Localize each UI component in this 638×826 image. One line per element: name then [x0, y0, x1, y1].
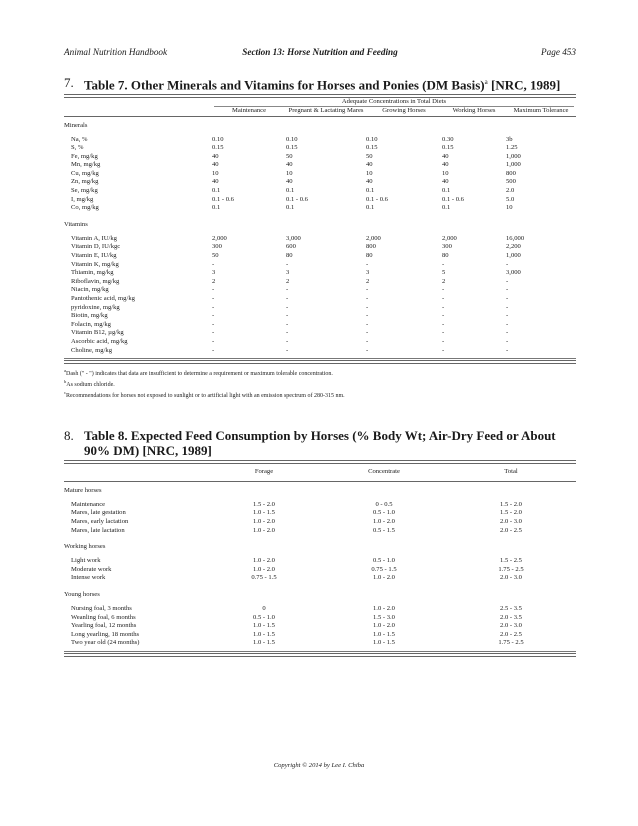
table-cell: 0.10	[366, 135, 378, 143]
table-cell: 0.30	[442, 135, 454, 143]
table-cell: -	[286, 303, 289, 311]
table-cell: 0.1	[212, 187, 221, 195]
table-cell: 1.0 - 1.5	[253, 630, 275, 638]
table-row	[64, 557, 576, 566]
table-cell: 1.75 - 2.5	[498, 639, 524, 647]
table-cell: -	[286, 312, 289, 320]
table-cell: 1.0 - 2.0	[373, 604, 395, 612]
table-cell: -	[442, 329, 445, 337]
table-cell: 2.0 - 2.5	[500, 526, 522, 534]
row-label: Long yearling, 18 months	[71, 630, 140, 638]
table-cell: 5	[442, 269, 446, 277]
table-cell: 40	[212, 161, 219, 169]
table-cell: 0	[262, 604, 266, 612]
table-cell: 10	[286, 169, 293, 177]
table-row	[64, 178, 576, 187]
table-cell: 5.0	[506, 195, 515, 203]
footnote-text-c: Recommendations for horses not exposed to sunlight or to artificial light with an emission spectrum of 280-315 nm.	[66, 393, 345, 400]
row-label: Mn, mg/kg	[71, 161, 101, 169]
table-cell: 0.5 - 1.5	[373, 526, 395, 534]
table-cell: 3	[366, 269, 370, 277]
table-cell: -	[286, 320, 289, 328]
row-label: Intense work	[71, 574, 106, 582]
table-cell: 300	[442, 243, 452, 251]
row-label: Vitamin K, mg/kg	[71, 260, 119, 268]
table-cell: 40	[442, 152, 449, 160]
table-cell: -	[212, 320, 215, 328]
row-label: Zn, mg/kg	[71, 178, 99, 186]
table-cell: -	[506, 346, 509, 354]
section-label: Working horses	[64, 543, 106, 551]
table-row	[64, 527, 576, 536]
table7-col-header: Maximum Tolerance	[513, 106, 569, 114]
section-label: Young horses	[64, 591, 100, 599]
table-cell: 10	[366, 169, 373, 177]
table-cell: 2.0 - 3.0	[500, 517, 522, 525]
table-cell: 80	[442, 252, 449, 260]
table8-body	[64, 481, 576, 648]
table-cell: -	[286, 295, 289, 303]
table-cell: -	[366, 286, 369, 294]
table7-number: 7.	[64, 75, 74, 90]
row-label: Riboflavin, mg/kg	[71, 277, 120, 285]
table-row	[64, 187, 576, 196]
table-cell: 40	[442, 178, 449, 186]
row-label: Vitamin E, IU/kg	[71, 252, 117, 260]
table-cell: -	[442, 346, 445, 354]
table7-supercolumn-underline	[214, 106, 574, 107]
table-cell: 1.25	[506, 144, 518, 152]
table-cell: -	[366, 260, 369, 268]
table-cell: -	[366, 337, 369, 345]
table8-heading	[64, 428, 576, 458]
table-cell: 1.0 - 2.0	[373, 574, 395, 582]
table-cell: 600	[286, 243, 296, 251]
table7-title: Table 7. Other Minerals and Vitamins for Horses and Ponies (DM Basis)	[84, 77, 485, 93]
row-label: Se, mg/kg	[71, 187, 98, 195]
table8-title: Table 8. Expected Feed Consumption by Horses (% Body Wt; Air-Dry Feed or About 90% DM) [NRC, 1989]	[84, 428, 556, 459]
row-label: Vitamin B12, µg/kg	[71, 329, 124, 337]
table-cell: 1.5 - 2.5	[500, 557, 522, 565]
table-cell: 0.15	[212, 144, 224, 152]
table-row	[64, 243, 576, 252]
table-row	[64, 605, 576, 614]
table-cell: 40	[286, 178, 293, 186]
table7-col-header: Pregnant & Lactating Mares	[288, 106, 364, 114]
table-cell: -	[286, 286, 289, 294]
table-cell: 1.0 - 2.0	[373, 517, 395, 525]
row-label: Niacin, mg/kg	[71, 286, 109, 294]
table-cell: 0.1	[366, 187, 375, 195]
table-cell: 2.5 - 3.5	[500, 604, 522, 612]
table-cell: 40	[212, 152, 219, 160]
table-cell: -	[212, 303, 215, 311]
row-label: Fe, mg/kg	[71, 152, 98, 160]
table-cell: 3b	[506, 135, 513, 143]
section-label: Minerals	[64, 121, 88, 129]
row-label: Mares, late lactation	[71, 526, 125, 534]
table-cell: 0.1	[286, 204, 295, 212]
table-row	[64, 136, 576, 145]
table-cell: 10	[506, 204, 513, 212]
footnote-text-a: Dash (" - ") indicates that data are insufficient to determine a requirement or maximum tolerable concentration.	[66, 371, 333, 378]
table-cell: 10	[212, 169, 219, 177]
table-cell: 0.5 - 1.0	[373, 557, 395, 565]
table-cell: -	[286, 337, 289, 345]
table7-supercolumn-label: Adequate Concentrations in Total Diets	[341, 98, 447, 106]
row-label: Nursing foal, 3 months	[71, 604, 132, 612]
table7	[64, 98, 576, 355]
table-cell: -	[212, 260, 215, 268]
table-cell: 3,000	[506, 269, 521, 277]
table-row	[64, 261, 576, 270]
row-label: Yearling foal, 12 months	[71, 622, 137, 630]
table-row	[64, 631, 576, 640]
table-cell: 1.0 - 1.5	[253, 509, 275, 517]
table-cell: 0.15	[286, 144, 298, 152]
table-cell: -	[212, 286, 215, 294]
table-cell: 2.0 - 3.0	[500, 574, 522, 582]
table-cell: 0.1	[212, 204, 221, 212]
table-cell: 2	[286, 277, 290, 285]
row-label: Pantothenic acid, mg/kg	[71, 295, 135, 303]
copyright-footer: Copyright © 2014 by Lee I. Chiba	[273, 762, 365, 769]
table-row	[64, 196, 576, 205]
table-cell: 2,000	[212, 234, 227, 242]
table-row	[64, 278, 576, 287]
table-cell: 1,000	[506, 152, 521, 160]
table-row	[64, 518, 576, 527]
row-label: Vitamin D, IU/kgc	[71, 243, 121, 251]
table-row	[64, 252, 576, 261]
row-label: Vitamin A, IU/kg	[71, 234, 117, 242]
table-cell: -	[442, 260, 445, 268]
table7-title-wrap	[84, 75, 560, 92]
row-label: Mares, early lactation	[71, 517, 129, 525]
table-cell: -	[442, 312, 445, 320]
table-cell: 1,000	[506, 252, 521, 260]
table-cell: 0 - 0.5	[375, 500, 393, 508]
table-cell: 800	[506, 169, 516, 177]
table-cell: 2,000	[442, 234, 457, 242]
table-row	[64, 204, 576, 213]
table-cell: -	[506, 277, 509, 285]
table-cell: 1.0 - 2.0	[253, 526, 275, 534]
table7-bottom-double-rule	[64, 360, 576, 364]
header-page-number: Page 453	[541, 47, 576, 57]
table-cell: 0.5 - 1.0	[373, 509, 395, 517]
row-label: Two year old (24 months)	[71, 639, 140, 647]
table-cell: 300	[212, 243, 222, 251]
table-cell: 2.0 - 2.5	[500, 630, 522, 638]
table7-col-header: Maintenance	[231, 106, 267, 114]
table-cell: -	[506, 337, 509, 345]
table7-title-footnote-mark: a	[484, 78, 488, 86]
table-cell: -	[366, 312, 369, 320]
table8-bottom-rule	[64, 651, 576, 652]
table-cell: 1.0 - 1.5	[253, 639, 275, 647]
table-row	[64, 566, 576, 575]
table-cell: 40	[286, 161, 293, 169]
table-cell: 1.75 - 2.5	[498, 565, 524, 573]
row-label: Maintenance	[71, 500, 106, 508]
table-cell: -	[212, 329, 215, 337]
table-cell: 0.1 - 0.6	[366, 195, 388, 203]
row-label: Light work	[71, 557, 101, 565]
table-row	[64, 321, 576, 330]
table-cell: 2.0 - 3.0	[500, 622, 522, 630]
table-cell: -	[506, 286, 509, 294]
table7-col-header: Working Horses	[452, 106, 496, 114]
table-cell: 0.1	[442, 204, 451, 212]
table-row	[64, 295, 576, 304]
table7-col-header: Growing Horses	[382, 106, 426, 114]
table-cell: -	[506, 320, 509, 328]
table-cell: -	[212, 295, 215, 303]
table-cell: 0.15	[442, 144, 454, 152]
page-body	[64, 47, 576, 657]
table-row	[64, 170, 576, 179]
table-row	[64, 235, 576, 244]
table-cell: 1.0 - 1.5	[373, 630, 395, 638]
table-cell: 1.5 - 2.0	[500, 500, 522, 508]
table-cell: 10	[442, 169, 449, 177]
table8-col-header: Total	[504, 468, 518, 476]
table-cell: 0.75 - 1.5	[251, 574, 277, 582]
table-cell: -	[442, 320, 445, 328]
table-cell: -	[212, 337, 215, 345]
table-cell: 80	[366, 252, 373, 260]
table-cell: 1.0 - 2.0	[253, 565, 275, 573]
table-cell: 0.75 - 1.5	[371, 565, 397, 573]
table-cell: 2	[442, 277, 446, 285]
table-row	[64, 622, 576, 631]
table7-bottom-rule	[64, 358, 576, 359]
table7-body	[64, 116, 576, 355]
footnote-text-b: As sodium chloride.	[66, 382, 115, 389]
row-label: Folacin, mg/kg	[71, 320, 111, 328]
footnote: $^a$Dash (" - ") indicates that data are insufficient to determine a requirement or maximum tolerable concentration.	[64, 368, 333, 378]
table-cell: -	[506, 329, 509, 337]
table7-footnotes	[64, 367, 576, 400]
table-cell: 1.5 - 2.0	[253, 500, 275, 508]
table-cell: 1.5 - 2.0	[500, 509, 522, 517]
table-cell: 40	[212, 178, 219, 186]
table-cell: -	[212, 346, 215, 354]
row-label: Na, %	[71, 135, 88, 143]
table-cell: 50	[286, 152, 293, 160]
table-row	[64, 338, 576, 347]
row-label: S, %	[71, 144, 84, 152]
table-cell: 0.10	[212, 135, 224, 143]
table-cell: 2	[212, 277, 216, 285]
table-cell: 2,200	[506, 243, 521, 251]
table-cell: -	[506, 303, 509, 311]
row-label: Thiamin, mg/kg	[71, 269, 114, 277]
table-row	[64, 509, 576, 518]
table-cell: 3,000	[286, 234, 301, 242]
table7-heading	[64, 75, 576, 92]
table-row	[64, 161, 576, 170]
table-cell: 2.0	[506, 187, 515, 195]
table-cell: -	[366, 320, 369, 328]
table-cell: 0.1 - 0.6	[286, 195, 308, 203]
table-row	[64, 347, 576, 356]
table-cell: 50	[212, 252, 219, 260]
table-cell: -	[366, 329, 369, 337]
table-row	[64, 269, 576, 278]
table-cell: -	[286, 329, 289, 337]
table-row	[64, 574, 576, 583]
table-cell: -	[366, 295, 369, 303]
table-row	[64, 639, 576, 648]
table-cell: -	[506, 260, 509, 268]
table-row	[64, 286, 576, 295]
table-row	[64, 614, 576, 623]
row-label: Moderate work	[71, 565, 112, 573]
table-cell: -	[212, 312, 215, 320]
table-cell: -	[442, 303, 445, 311]
row-label: pyridoxine, mg/kg	[71, 303, 120, 311]
table8-col-header: Forage	[254, 468, 274, 476]
section-label: Mature horses	[64, 486, 102, 494]
table-row	[64, 144, 576, 153]
row-label: Biotin, mg/kg	[71, 312, 108, 320]
table-row	[64, 501, 576, 510]
table-cell: 1.0 - 2.0	[373, 622, 395, 630]
row-label: Weanling foal, 6 months	[71, 613, 136, 621]
table8-bottom-double-rule	[64, 653, 576, 657]
row-label: Cu, mg/kg	[71, 169, 99, 177]
table-cell: 0.15	[366, 144, 378, 152]
table-cell: 1.0 - 1.5	[373, 639, 395, 647]
table-cell: 50	[366, 152, 373, 160]
table-cell: 0.5 - 1.0	[253, 613, 275, 621]
row-label: Ascorbic acid, mg/kg	[71, 337, 128, 345]
table-cell: 0.1	[286, 187, 295, 195]
table-cell: 2	[366, 277, 370, 285]
table-cell: 0.1 - 0.6	[442, 195, 464, 203]
table-cell: 1.0 - 1.5	[253, 622, 275, 630]
table-cell: 16,000	[506, 234, 525, 242]
table-cell: -	[506, 312, 509, 320]
running-header	[64, 47, 576, 61]
table-cell: -	[506, 295, 509, 303]
table8-number: 8.	[64, 428, 74, 444]
table-cell: 800	[366, 243, 376, 251]
header-book-title: Animal Nutrition Handbook	[64, 47, 168, 57]
table-cell: -	[442, 337, 445, 345]
row-label: I, mg/kg	[71, 195, 94, 203]
table-cell: 0.10	[286, 135, 298, 143]
table8	[64, 464, 576, 648]
row-label: Mares, late gestation	[71, 509, 126, 517]
section-label: Vitamins	[64, 221, 88, 229]
table-cell: -	[286, 260, 289, 268]
table-cell: 1.0 - 2.0	[253, 517, 275, 525]
table7-supercolumn-header	[212, 98, 576, 107]
table-cell: -	[366, 303, 369, 311]
table-cell: 0.1	[366, 204, 375, 212]
footnote: $^c$Recommendations for horses not exposed to sunlight or to artificial light with an emission spectrum of 280-315 nm.	[64, 390, 345, 400]
row-label: Co, mg/kg	[71, 204, 99, 212]
row-label: Choline, mg/kg	[71, 346, 113, 354]
table-cell: 80	[286, 252, 293, 260]
table-cell: -	[286, 346, 289, 354]
table-cell: 3	[212, 269, 216, 277]
table-cell: 40	[366, 178, 373, 186]
table-row	[64, 312, 576, 321]
table-cell: -	[442, 295, 445, 303]
table-cell: -	[442, 286, 445, 294]
table-cell: 0.1 - 0.6	[212, 195, 234, 203]
table-row	[64, 304, 576, 313]
footnote: $^b$As sodium chloride.	[64, 379, 115, 389]
table8-col-header: Concentrate	[368, 468, 400, 476]
table-row	[64, 153, 576, 162]
table-cell: 1.5 - 3.0	[373, 613, 395, 621]
table-cell: -	[366, 346, 369, 354]
table-row	[64, 329, 576, 338]
table-cell: 2.0 - 3.5	[500, 613, 522, 621]
table-cell: 2,000	[366, 234, 381, 242]
table-cell: 0.1	[442, 187, 451, 195]
table-cell: 1,000	[506, 161, 521, 169]
table-cell: 40	[366, 161, 373, 169]
table-cell: 1.0 - 2.0	[253, 557, 275, 565]
table-cell: 500	[506, 178, 516, 186]
table-cell: 40	[442, 161, 449, 169]
table7-source: [NRC, 1989]	[487, 77, 561, 93]
header-section-title: Section 13: Horse Nutrition and Feeding	[242, 47, 398, 57]
table-cell: 3	[286, 269, 290, 277]
